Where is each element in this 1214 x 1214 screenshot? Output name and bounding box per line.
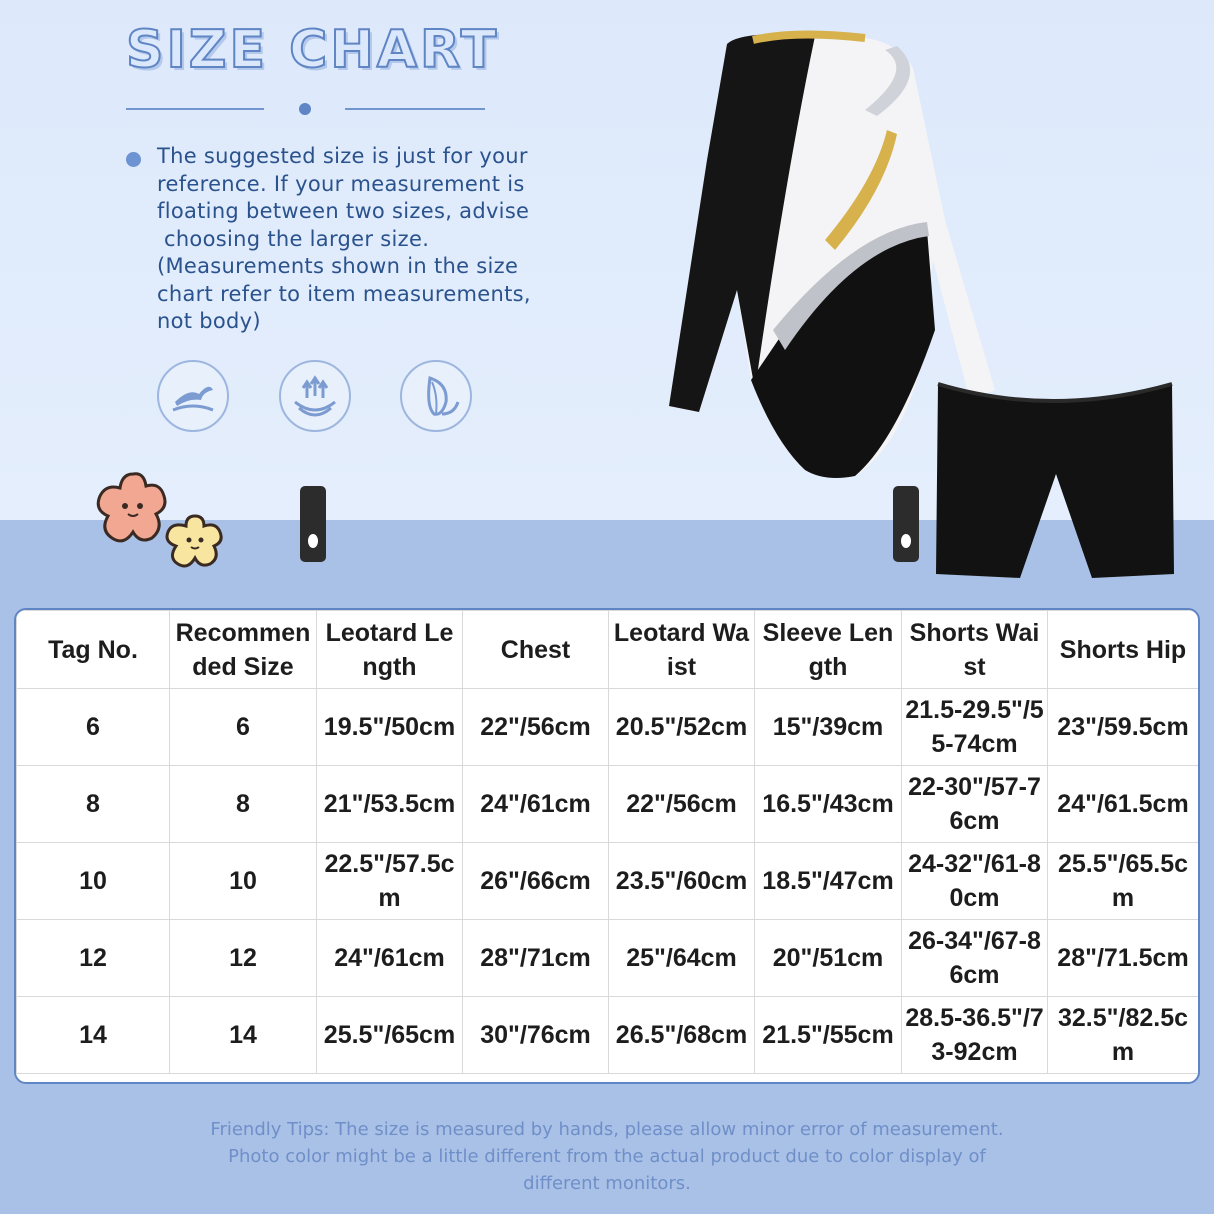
shorts-image [932, 378, 1178, 578]
table-cell: 22.5"/57.5cm [317, 843, 463, 920]
table-cell: 14 [170, 997, 317, 1074]
tag-clip [893, 486, 919, 562]
header-chest: Chest [463, 611, 609, 689]
note-bullet [126, 152, 141, 167]
header-shorts-waist: Shorts Waist [902, 611, 1048, 689]
table-cell: 21"/53.5cm [317, 766, 463, 843]
soft-fabric-icon [157, 360, 229, 432]
table-cell: 12 [17, 920, 170, 997]
table-cell: 25"/64cm [609, 920, 755, 997]
table-cell: 30"/76cm [463, 997, 609, 1074]
breathable-icon [279, 360, 351, 432]
friendly-tips [0, 1116, 1214, 1197]
header-leotard-length: Leotard Length [317, 611, 463, 689]
size-note-line: floating between two sizes, advise [157, 199, 530, 223]
table-header-row [17, 611, 1199, 689]
table-cell: 6 [17, 689, 170, 766]
table-row [17, 920, 1199, 997]
table-cell: 24"/61.5cm [1048, 766, 1199, 843]
header-sleeve-length: Sleeve Length [755, 611, 902, 689]
table-cell: 12 [170, 920, 317, 997]
table-cell: 10 [170, 843, 317, 920]
table-row [17, 689, 1199, 766]
table-cell: 18.5"/47cm [755, 843, 902, 920]
size-note-line: not body) [157, 309, 261, 333]
table-cell: 22-30"/57-76cm [902, 766, 1048, 843]
size-note-line: choosing the larger size. [157, 226, 430, 251]
table-cell: 16.5"/43cm [755, 766, 902, 843]
table-cell: 19.5"/50cm [317, 689, 463, 766]
header-recommended-size: Recommended Size [170, 611, 317, 689]
table-cell: 15"/39cm [755, 689, 902, 766]
table-cell: 32.5"/82.5cm [1048, 997, 1199, 1074]
yellow-flower-icon [162, 512, 228, 572]
size-note [157, 143, 647, 336]
table-cell: 21.5"/55cm [755, 997, 902, 1074]
table-cell: 22"/56cm [463, 689, 609, 766]
table-cell: 25.5"/65cm [317, 997, 463, 1074]
table-cell: 23"/59.5cm [1048, 689, 1199, 766]
table-cell: 26"/66cm [463, 843, 609, 920]
table-cell: 24"/61cm [317, 920, 463, 997]
size-table-container [14, 608, 1200, 1084]
table-cell: 23.5"/60cm [609, 843, 755, 920]
header-leotard-waist: Leotard Waist [609, 611, 755, 689]
table-row [17, 997, 1199, 1074]
table-cell: 20.5"/52cm [609, 689, 755, 766]
title-divider-dot [299, 103, 311, 115]
size-note-line: reference. If your measurement is [157, 171, 525, 196]
table-cell: 20"/51cm [755, 920, 902, 997]
friendly-tips-line: Friendly Tips: The size is measured by hands, please allow minor error of measurement. [210, 1119, 1004, 1140]
tag-clip [300, 486, 326, 562]
friendly-tips-line: different monitors. [523, 1173, 691, 1194]
table-cell: 24-32"/61-80cm [902, 843, 1048, 920]
header-tag-no: Tag No. [17, 611, 170, 689]
table-cell: 28"/71cm [463, 920, 609, 997]
size-note-line: chart refer to item measurements, [157, 281, 531, 306]
table-cell: 26.5"/68cm [609, 997, 755, 1074]
table-row [17, 843, 1199, 920]
table-cell: 8 [170, 766, 317, 843]
title-divider-left [126, 108, 264, 110]
page-title: SIZE CHART [126, 20, 500, 80]
table-cell: 8 [17, 766, 170, 843]
table-cell: 22"/56cm [609, 766, 755, 843]
table-cell: 6 [170, 689, 317, 766]
size-note-line: The suggested size is just for your [157, 144, 528, 168]
table-cell: 10 [17, 843, 170, 920]
table-cell: 21.5-29.5"/55-74cm [902, 689, 1048, 766]
friendly-tips-line: Photo color might be a little different from the actual product due to color display of [228, 1146, 986, 1167]
size-table [16, 610, 1199, 1074]
feather-light-icon [400, 360, 472, 432]
table-cell: 24"/61cm [463, 766, 609, 843]
header-shorts-hip: Shorts Hip [1048, 611, 1199, 689]
table-cell: 26-34"/67-86cm [902, 920, 1048, 997]
size-note-line: (Measurements shown in the size [157, 254, 519, 278]
table-cell: 14 [17, 997, 170, 1074]
table-cell: 28"/71.5cm [1048, 920, 1199, 997]
table-cell: 28.5-36.5"/73-92cm [902, 997, 1048, 1074]
table-row [17, 766, 1199, 843]
table-cell: 25.5"/65.5cm [1048, 843, 1199, 920]
title-divider-right [345, 108, 485, 110]
